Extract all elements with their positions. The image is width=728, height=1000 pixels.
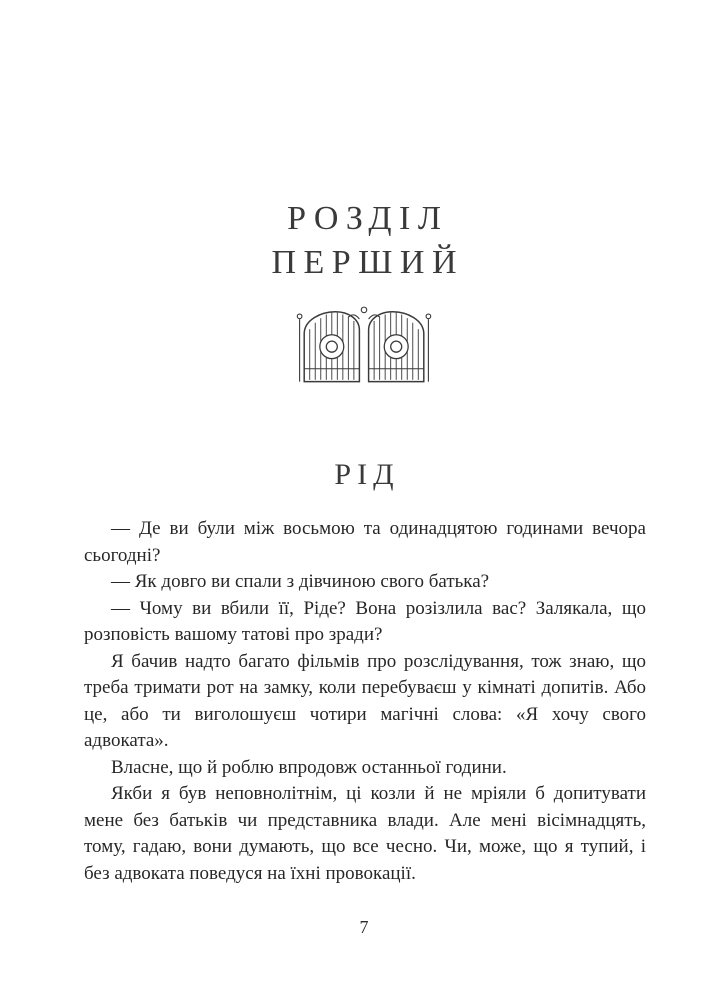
page-number: 7 (359, 917, 369, 937)
paragraph: — Де ви були між восьмою та одинадцятою годинами вечора сьогодні? (84, 518, 646, 566)
paragraph: Власне, що й роблю впродовж останньої години. (111, 756, 507, 778)
chapter-ornament (0, 300, 728, 391)
chapter-heading-line2: ПЕРШИЙ (271, 243, 464, 281)
gate-ornament-icon (295, 373, 433, 390)
paragraph: — Чому ви вбили її, Ріде? Вона розізлила вас? Залякала, що розповість вашому татові про зради? (84, 597, 646, 645)
paragraph: — Як довго ви спали з дівчиною свого батька? (111, 571, 490, 592)
body-text (84, 516, 646, 887)
paragraph: Я бачив надто багато фільмів про розслідування, тож знаю, що треба тримати рот на замку, коли перебуваєш у кімнаті допитів. Або це, або ти виголошуєш чотири магічні слова: «Я хочу свого адвоката». (84, 650, 646, 751)
chapter-heading-line1: РОЗДІЛ (287, 199, 449, 237)
paragraph: Якби я був неповнолітнім, ці козли й не мріяли б допитувати мене без батьків чи представника влади. Але мені вісімнадцять, тому, гадаю, вони думають, що все чесно. Чи, може, що я тупий, і без адвоката поведуся на їхні провокації. (84, 783, 646, 884)
section-title: РІД (334, 457, 400, 491)
chapter-heading (0, 197, 728, 285)
